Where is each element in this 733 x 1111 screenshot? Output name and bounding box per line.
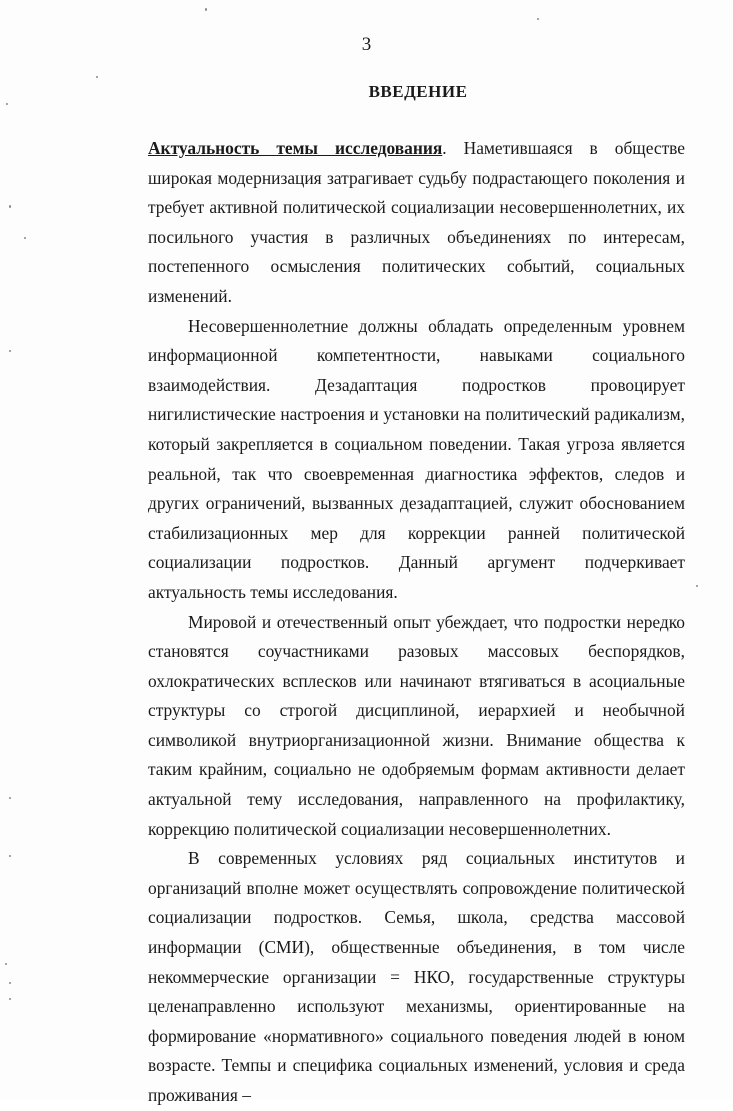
- page-number: 3: [361, 34, 372, 55]
- scan-speck: [9, 205, 11, 208]
- section-heading: ВВЕДЕНИЕ: [368, 82, 468, 101]
- scan-speck: [9, 797, 11, 799]
- scan-speck: [9, 998, 11, 1000]
- scan-speck: [537, 18, 539, 20]
- scan-speck: [9, 982, 11, 984]
- scan-speck: [24, 237, 26, 239]
- paragraph: Мировой и отечественный опыт убеждает, что подростки нередко становятся соучастниками разовых массовых беспорядков, охлократических всплесков или начинают втягиваться в асоциальные структуры со строгой дисциплиной, иерархией и необычной символикой внутриорганизационной жизни. Внимание общества к таким крайним, социально не одобряемым формам активности делает актуальной тему исследования, направленного на профилактику, коррекцию политической социализации несовершеннолетних.: [148, 611, 685, 839]
- scan-speck: [205, 8, 207, 11]
- scan-speck: [696, 585, 698, 587]
- scan-speck: [9, 350, 11, 352]
- paragraph-relevance: [148, 134, 685, 312]
- body-text: [148, 134, 685, 1111]
- scan-speck: [96, 76, 98, 78]
- scan-speck: [9, 855, 11, 857]
- paragraph: Несовершеннолетние должны обладать определенным уровнем информационной компетентности, навыками социального взаимодействия. Дезадаптация подростков провоцирует нигилистические настроения и установки на политический радикализм, который закрепляется в социальном поведении. Такая угроза является реальной, так что своевременная диагностика эффектов, следов и других ограничений, вызванных дезадаптацией, служит обоснованием стабилизационных мер для коррекции ранней политической социализации подростков. Данный аргумент подчеркивает актуальность темы исследования.: [148, 315, 685, 602]
- paragraph-text: . Наметившаяся в обществе широкая модернизация затрагивает судьбу подрастающего поколения и требует активной политической социализации несовершеннолетних, их посильного участия в различных объединениях по интересам, постепенного осмысления политических событий, социальных изменений.: [148, 138, 685, 306]
- scan-speck: [6, 103, 8, 105]
- paragraph: В современных условиях ряд социальных институтов и организаций вполне может осуществлять сопровождение политической социализации подростков. Семья, школа, средства массовой информации (СМИ), общественные объединения, в том числе некоммерческие организации = НКО, государственные структуры целенаправленно используют механизмы, ориентированные на формирование «нормативного» социального поведения людей в юном возрасте. Темпы и специфика социальных изменений, условия и среда проживания –: [148, 848, 685, 1105]
- scan-speck: [5, 963, 7, 965]
- relevance-title: Актуальность темы исследования: [148, 138, 443, 158]
